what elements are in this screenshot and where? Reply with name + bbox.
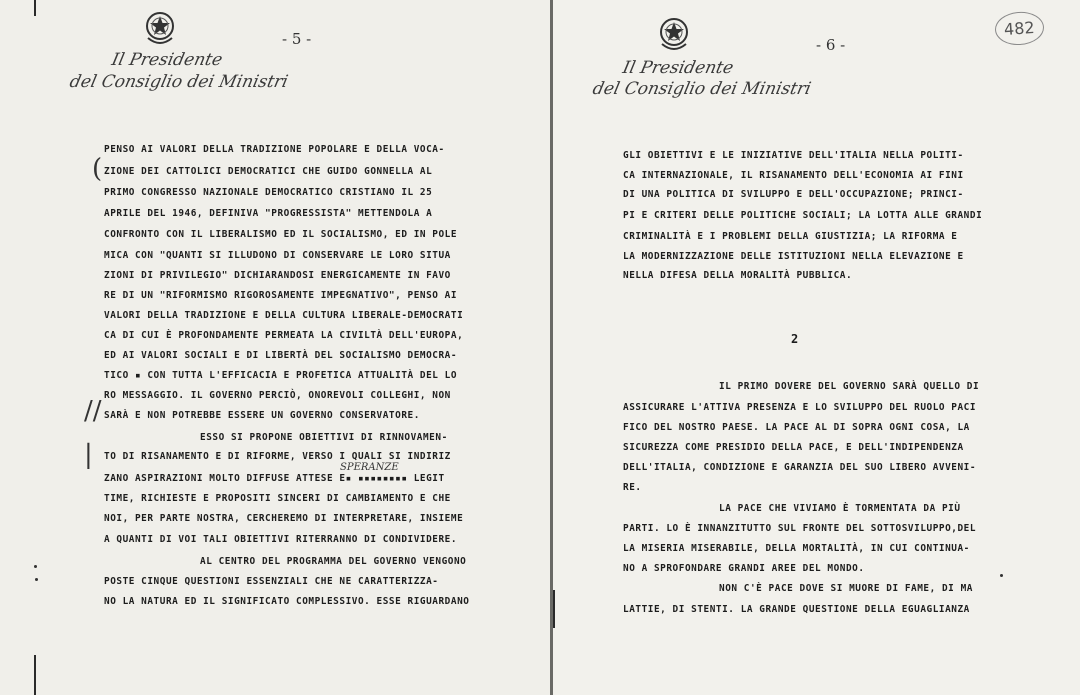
page-number: - 6 - (816, 36, 846, 54)
text-line: NELLA DIFESA DELLA MORALITÀ PUBBLICA. (623, 270, 853, 281)
margin-bracket-mark: ( (92, 154, 103, 184)
text-line: TICO ▪ CON TUTTA L'EFFICACIA E PROFETICA ATTUALITÀ DEL LO (104, 370, 458, 381)
text-line: ESSO SI PROPONE OBIETTIVI DI RINNOVAMEN- (200, 432, 448, 443)
text-line: PI E CRITERI DELLE POLITICHE SOCIALI; LA LOTTA ALLE GRANDI (623, 210, 983, 221)
text-line: LA PACE CHE VIVIAMO È TORMENTATA DA PIÙ (719, 503, 961, 514)
text-line: NON C'È PACE DOVE SI MUORE DI FAME, DI MA (719, 583, 973, 594)
text-line: MICA CON "QUANTI SI ILLUDONO DI CONSERVARE LE LORO SITUA (104, 250, 451, 261)
letterhead-subtitle: del Consiglio dei Ministri (590, 79, 813, 99)
right-page (553, 0, 1080, 695)
text-line: RE. (623, 482, 642, 493)
text-line: GLI OBIETTIVI E LE INIZIATIVE DELL'ITALIA NELLA POLITI- (623, 150, 964, 161)
margin-bracket-mark: | (84, 440, 93, 470)
text-line: CA DI CUI È PROFONDAMENTE PERMEATA LA CIVILTÀ DELL'EUROPA, (104, 330, 464, 341)
text-line: SICUREZZA COME PRESIDIO DELLA PACE, E DELL'INDIPENDENZA (623, 442, 964, 453)
text-line: PENSO AI VALORI DELLA TRADIZIONE POPOLARE E DELLA VOCA- (104, 144, 445, 155)
text-line: NO A SPROFONDARE GRANDI AREE DEL MONDO. (623, 563, 865, 574)
letterhead-subtitle: del Consiglio dei Ministri (67, 72, 290, 92)
text-line: ED AI VALORI SOCIALI E DI LIBERTÀ DEL SOCIALISMO DEMOCRA- (104, 350, 458, 361)
text-line: CA INTERNAZIONALE, IL RISANAMENTO DELL'ECONOMIA AI FINI (623, 170, 964, 181)
text-line: ZIONI DI PRIVILEGIO" DICHIARANDOSI ENERGICAMENTE IN FAVO (104, 270, 451, 281)
text-line: POSTE CINQUE QUESTIONI ESSENZIALI CHE NE CARATTERIZZA- (104, 576, 439, 587)
right-body-text (620, 0, 1073, 695)
text-line: LATTIE, DI STENTI. LA GRANDE QUESTIONE DELLA EGUAGLIANZA (623, 604, 970, 615)
page-number: - 5 - (282, 30, 312, 48)
text-line: A QUANTI DI VOI TALI OBIETTIVI RITERRANNO DI CONDIVIDERE. (104, 534, 458, 545)
text-line: LA MODERNIZZAZIONE DELLE ISTITUZIONI NELLA ELEVAZIONE E (623, 251, 964, 262)
text-line: RO MESSAGGIO. IL GOVERNO PERCIÒ, ONOREVOLI COLLEGHI, NON (104, 390, 451, 401)
text-line: LA MISERIA MISERABILE, DELLA MORTALITÀ, IN CUI CONTINUA- (623, 543, 970, 554)
text-line: FICO DEL NOSTRO PAESE. LA PACE AL DI SOPRA OGNI COSA, LA (623, 422, 970, 433)
text-line: CRIMINALITÀ E I PROBLEMI DELLA GIUSTIZIA; LA RIFORMA E (623, 231, 958, 242)
text-line: NOI, PER PARTE NOSTRA, CERCHEREMO DI INTERPRETARE, INSIEME (104, 513, 464, 524)
text-line: TO DI RISANAMENTO E DI RIFORME, VERSO I QUALI SI INDIRIZ (104, 451, 451, 462)
margin-dot (34, 565, 37, 568)
text-line: PARTI. LO È INNANZITUTTO SUL FRONTE DEL SOTTOSVILUPPO,DEL (623, 523, 977, 534)
handwritten-insert: SPERANZE (340, 462, 399, 473)
text-line: CONFRONTO CON IL LIBERALISMO ED IL SOCIALISMO, ED IN POLE (104, 229, 458, 240)
margin-dot (35, 578, 38, 581)
text-line: TIME, RICHIESTE E PROPOSITI SINCERI DI CAMBIAMENTO E CHE (104, 493, 451, 504)
text-line: VALORI DELLA TRADIZIONE E DELLA CULTURA LIBERALE-DEMOCRATI (104, 310, 464, 321)
text-line: AL CENTRO DEL PROGRAMMA DEL GOVERNO VENGONO (200, 556, 467, 567)
text-line: DI UNA POLITICA DI SVILUPPO E DELL'OCCUPAZIONE; PRINCI- (623, 189, 964, 200)
text-line: DELL'ITALIA, CONDIZIONE E GARANZIA DEL SUO LIBERO AVVENI- (623, 462, 977, 473)
section-number: 2 (791, 332, 799, 346)
text-line: ASSICURARE L'ATTIVA PRESENZA E LO SVILUPPO DEL RUOLO PACI (623, 402, 977, 413)
text-line: APRILE DEL 1946, DEFINIVA "PROGRESSISTA" METTENDOLA A (104, 208, 433, 219)
text-line: ZANO ASPIRAZIONI MOLTO DIFFUSE ATTESE E▪ ▪▪▪▪▪▪▪▪ LEGIT (104, 473, 445, 484)
letterhead-title: Il Presidente (109, 50, 225, 70)
scan-edge-mark (34, 655, 36, 695)
scan-edge-mark (553, 590, 555, 628)
text-line: RE DI UN "RIFORMISMO RIGOROSAMENTE IMPEGNATIVO", PENSO AI (104, 290, 458, 301)
margin-bracket-mark: // (84, 396, 102, 426)
text-line: IL PRIMO DOVERE DEL GOVERNO SARÀ QUELLO DI (719, 381, 980, 392)
text-line: NO LA NATURA ED IL SIGNIFICATO COMPLESSIVO. ESSE RIGUARDANO (104, 596, 470, 607)
left-body-text (104, 0, 549, 695)
text-line: PRIMO CONGRESSO NAZIONALE DEMOCRATICO CRISTIANO IL 25 (104, 187, 433, 198)
scan-edge-mark (34, 0, 36, 16)
archive-number-stamp: 482 (994, 10, 1045, 46)
letterhead-title: Il Presidente (620, 58, 736, 78)
text-line: ZIONE DEI CATTOLICI DEMOCRATICI CHE GUIDO GONNELLA AL (104, 166, 433, 177)
text-line: SARÀ E NON POTREBBE ESSERE UN GOVERNO CONSERVATORE. (104, 410, 420, 421)
